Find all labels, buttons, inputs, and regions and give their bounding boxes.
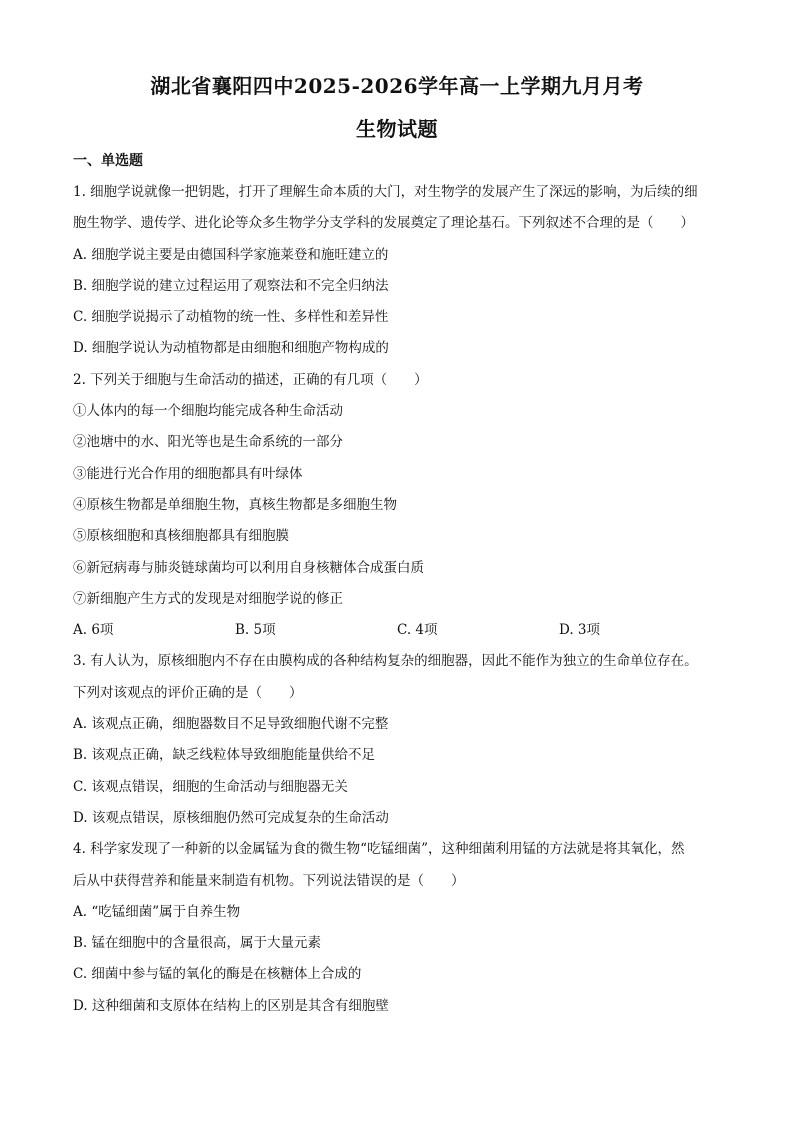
q4-stem-line2: 后从中获得营养和能量来制造有机物。下列说法错误的是（ ） — [73, 872, 465, 889]
q3-option-a: A. 该观点正确，细胞器数目不足导致细胞代谢不完整 — [73, 716, 389, 733]
q1-option-b: B. 细胞学说的建立过程运用了观察法和不完全归纳法 — [73, 277, 389, 294]
section-heading: 一、单选题 — [73, 153, 143, 169]
questions-body — [73, 177, 723, 1022]
q3-stem-line2: 下列对该观点的评价正确的是（ ） — [73, 684, 303, 701]
q2-statement-7: ⑦新细胞产生方式的发现是对细胞学说的修正 — [73, 590, 343, 607]
q1-stem-line1: 1. 细胞学说就像一把钥匙，打开了理解生命本质的大门，对生物学的发展产生了深远的影响，为后续的细 — [73, 184, 698, 200]
q1-option-d: D. 细胞学说认为动植物都是由细胞和细胞产物构成的 — [73, 340, 389, 357]
q2-option-d: D. 3项 — [559, 622, 601, 639]
q2-stem: 2. 下列关于细胞与生命活动的描述，正确的有几项（ ） — [73, 371, 428, 388]
q4-stem-line1: 4. 科学家发现了一种新的以金属锰为食的微生物“吃锰细菌”，这种细菌利用锰的方法就是将其氧化，然 — [73, 841, 685, 858]
page-title: 湖北省襄阳四中2025-2026学年高一上学期九月月考 — [150, 74, 644, 98]
page-subtitle: 生物试题 — [356, 117, 438, 141]
q2-option-c: C. 4项 — [397, 622, 438, 639]
q1-option-a: A. 细胞学说主要是由德国科学家施莱登和施旺建立的 — [73, 246, 389, 263]
q3-option-b: B. 该观点正确，缺乏线粒体导致细胞能量供给不足 — [73, 747, 376, 764]
q1-option-c: C. 细胞学说揭示了动植物的统一性、多样性和差异性 — [73, 309, 389, 326]
q3-option-d: D. 该观点错误，原核细胞仍然可完成复杂的生命活动 — [73, 809, 389, 826]
q1-stem-line2: 胞生物学、遗传学、进化论等众多生物学分支学科的发展奠定了理论基石。下列叙述不合理的是（ ） — [73, 215, 694, 232]
q2-statement-5: ⑤原核细胞和真核细胞都具有细胞膜 — [73, 528, 289, 545]
q2-statement-2: ②池塘中的水、阳光等也是生命系统的一部分 — [73, 434, 343, 451]
q4-option-b: B. 锰在细胞中的含量很高，属于大量元素 — [73, 935, 322, 952]
q2-options-row — [73, 615, 723, 646]
q2-option-b: B. 5项 — [235, 622, 276, 639]
q3-stem-line1: 3. 有人认为，原核细胞内不存在由膜构成的各种结构复杂的细胞器，因此不能作为独立的生命单位存在。 — [73, 653, 698, 670]
q2-statement-3: ③能进行光合作用的细胞都具有叶绿体 — [73, 465, 303, 482]
q3-option-c: C. 该观点错误，细胞的生命活动与细胞器无关 — [73, 778, 348, 795]
q2-statement-4: ④原核生物都是单细胞生物，真核生物都是多细胞生物 — [73, 496, 397, 513]
q2-statement-1: ①人体内的每一个细胞均能完成各种生命活动 — [73, 403, 343, 420]
q4-option-a: A. “吃锰细菌”属于自养生物 — [73, 903, 241, 920]
q4-option-d: D. 这种细菌和支原体在结构上的区别是其含有细胞壁 — [73, 997, 389, 1014]
q2-statement-6: ⑥新冠病毒与肺炎链球菌均可以利用自身核糖体合成蛋白质 — [73, 559, 424, 576]
q4-option-c: C. 细菌中参与锰的氧化的酶是在核糖体上合成的 — [73, 966, 362, 983]
q2-option-a: A. 6项 — [73, 622, 114, 639]
